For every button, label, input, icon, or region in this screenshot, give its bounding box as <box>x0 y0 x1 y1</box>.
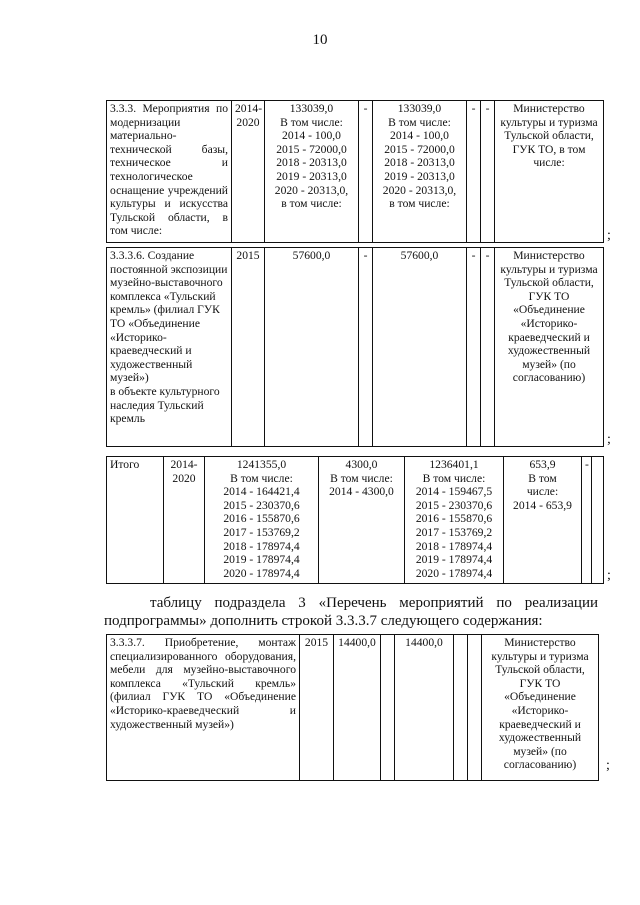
amendment-paragraph <box>104 594 598 630</box>
row-end-semicolon: ; <box>607 432 611 447</box>
total-funding: 133039,0 В том числе: 2014 - 100,0 2015 - 72000,0 2018 - 20313,0 2019 - 20313,0 2020 - 20313,0, в том числе: <box>265 101 359 243</box>
municipal-funding: - <box>467 101 481 243</box>
regional-funding: 14400,0 <box>395 635 454 781</box>
years-cell: 2015 <box>300 635 334 781</box>
federal-funding: 4300,0 В том числе: 2014 - 4300,0 <box>319 457 405 584</box>
extra-funding: - <box>582 457 592 584</box>
row-end-semicolon: ; <box>607 228 611 243</box>
total-funding: 57600,0 <box>265 248 359 447</box>
years-cell: 2014- 2020 <box>164 457 205 584</box>
extra-funding <box>468 635 482 781</box>
responsible-executor: Министерство культуры и туризма Тульской области, ГУК ТО «Объединение «Историко-краеведческий и художественный музей» (по согласованию) <box>495 248 604 447</box>
municipal-funding: 653,9 В том числе: 2014 - 653,9 <box>504 457 582 584</box>
table-row-3-3-3-7 <box>106 634 599 781</box>
measure-title-tail: в объекте культурного наследия Тульский кремль <box>110 384 220 426</box>
regional-funding: 1236401,1 В том числе: 2014 - 159467,5 2015 - 230370,6 2016 - 155870,6 2017 - 153769,2 2018 - 178974,4 2019 - 178974,4 2020 - 178974,4 <box>405 457 504 584</box>
federal-funding: - <box>359 101 373 243</box>
measure-title: 3.3.3. Мероприятия по модернизации материально-технической базы, техническое и технологическое оснащение учреждений культуры и искусства Тульской области, в том числе: <box>107 101 232 243</box>
measure-title-main: 3.3.3.6. Создание постоянной экспозиции музейно-выставочного комплекса «Тульский кремль» (филиал ГУК ТО «Объединение «Историко-краеведческий и художественный музей») <box>110 249 228 385</box>
paragraph-line-2: подпрограммы» дополнить строкой 3.3.3.7 следующего содержания: <box>104 613 543 629</box>
years-cell: 2014- 2020 <box>232 101 265 243</box>
total-funding: 1241355,0 В том числе: 2014 - 164421,4 2015 - 230370,6 2016 - 155870,6 2017 - 153769,2 2018 - 178974,4 2019 - 178974,4 2020 - 178974,4 <box>205 457 319 584</box>
municipal-funding: - <box>467 248 481 447</box>
total-funding: 14400,0 <box>334 635 381 781</box>
table-row-3-3-3 <box>106 100 604 243</box>
total-label: Итого <box>107 457 164 584</box>
municipal-funding <box>454 635 468 781</box>
paragraph-line-1: таблицу подраздела 3 «Перечень мероприятий по реализации <box>150 595 598 611</box>
table-row-3-3-3-6 <box>106 247 604 447</box>
extra-funding: - <box>481 101 495 243</box>
row-end-semicolon: ; <box>607 568 611 583</box>
years-cell: 2015 <box>232 248 265 447</box>
empty-cell <box>592 457 604 584</box>
page-number: 10 <box>312 32 328 48</box>
table-row-total <box>106 456 604 584</box>
row-end-semicolon: ; <box>606 758 610 773</box>
responsible-executor: Министерство культуры и туризма Тульской области, ГУК ТО «Объединение «Историко-краеведческий и художественный музей» (по согласованию) <box>482 635 599 781</box>
federal-funding: - <box>359 248 373 447</box>
federal-funding <box>381 635 395 781</box>
measure-title: 3.3.3.7. Приобретение, монтаж специализированного оборудования, мебели для музейно-выставочного комплекса «Тульский кремль» (филиал ГУК ТО «Объединение «Историко-краеведческий и художественный музей») <box>107 635 300 781</box>
responsible-executor: Министерство культуры и туризма Тульской области, ГУК ТО, в том числе: <box>495 101 604 243</box>
regional-funding: 57600,0 <box>373 248 467 447</box>
measure-title <box>107 248 232 447</box>
extra-funding: - <box>481 248 495 447</box>
regional-funding: 133039,0 В том числе: 2014 - 100,0 2015 - 72000,0 2018 - 20313,0 2019 - 20313,0 2020 - 20313,0, в том числе: <box>373 101 467 243</box>
